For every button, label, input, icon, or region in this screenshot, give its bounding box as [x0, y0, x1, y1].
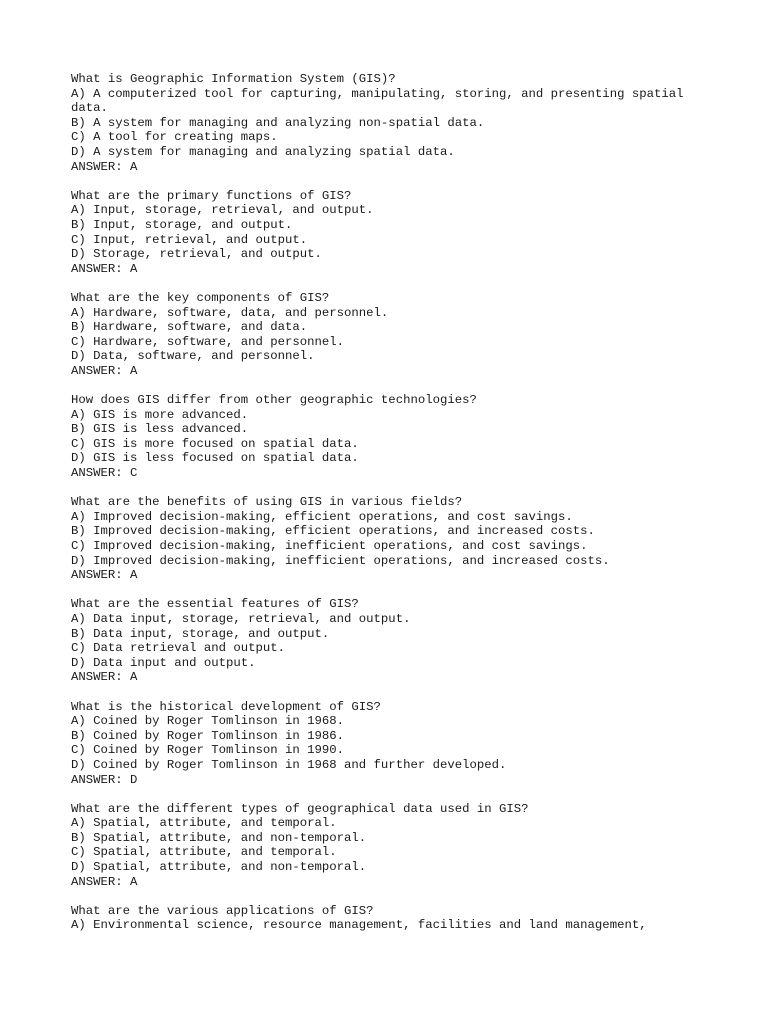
option-a: A) Data input, storage, retrieval, and output.	[71, 611, 411, 626]
answer-line: ANSWER: A	[71, 874, 138, 889]
question-block-8	[71, 802, 731, 890]
option-d: D) Improved decision-making, inefficient operations, and increased costs.	[71, 553, 610, 568]
option-c: C) Input, retrieval, and output.	[71, 232, 308, 247]
option-d: D) A system for managing and analyzing spatial data.	[71, 144, 455, 159]
question-text: What is Geographic Information System (GIS)?	[71, 72, 396, 86]
option-c: C) GIS is more focused on spatial data.	[71, 436, 359, 451]
question-block-9	[71, 904, 731, 933]
document-page	[71, 72, 731, 948]
answer-line: ANSWER: C	[71, 466, 138, 481]
option-c: C) Improved decision-making, inefficient operations, and cost savings.	[71, 539, 588, 553]
question-block-6	[71, 597, 731, 685]
option-a: A) Spatial, attribute, and temporal.	[71, 816, 337, 831]
question-text: What are the different types of geographical data used in GIS?	[71, 801, 529, 816]
option-b: B) Coined by Roger Tomlinson in 1986.	[71, 728, 345, 743]
option-a: A) Improved decision-making, efficient operations, and cost savings.	[71, 509, 573, 524]
answer-line: ANSWER: A	[71, 159, 138, 174]
option-c: C) Coined by Roger Tomlinson in 1990.	[71, 743, 345, 758]
option-c: C) Spatial, attribute, and temporal.	[71, 845, 337, 860]
answer-line: ANSWER: D	[71, 772, 138, 787]
answer-line: ANSWER: A	[71, 261, 138, 276]
question-text: What are the key components of GIS?	[71, 290, 330, 305]
option-a: A) Input, storage, retrieval, and output.	[71, 203, 374, 218]
option-b: B) Improved decision-making, efficient operations, and increased costs.	[71, 524, 595, 539]
question-text: What are the primary functions of GIS?	[71, 188, 352, 203]
question-text: What are the various applications of GIS?	[71, 903, 374, 918]
question-block-3	[71, 291, 731, 379]
question-block-4	[71, 393, 731, 481]
option-d: D) Spatial, attribute, and non-temporal.	[71, 860, 367, 875]
option-b: B) A system for managing and analyzing non-spatial data.	[71, 115, 485, 130]
question-block-5	[71, 495, 731, 583]
option-a-continued: data.	[71, 101, 108, 116]
option-a: A) GIS is more advanced.	[71, 407, 249, 422]
option-c: C) A tool for creating maps.	[71, 130, 278, 145]
question-block-7	[71, 700, 731, 788]
option-d: D) GIS is less focused on spatial data.	[71, 451, 359, 466]
question-text: What are the essential features of GIS?	[71, 597, 359, 612]
option-d: D) Coined by Roger Tomlinson in 1968 and further developed.	[71, 757, 507, 772]
option-c: C) Data retrieval and output.	[71, 641, 286, 656]
question-text: What is the historical development of GIS?	[71, 699, 381, 714]
option-a: A) Hardware, software, data, and personnel.	[71, 305, 389, 320]
option-a: A) Coined by Roger Tomlinson in 1968.	[71, 714, 345, 729]
option-b: B) Hardware, software, and data.	[71, 320, 308, 335]
option-b: B) Data input, storage, and output.	[71, 626, 330, 641]
option-d: D) Storage, retrieval, and output.	[71, 247, 322, 262]
question-block-2	[71, 189, 731, 277]
question-text: How does GIS differ from other geographic technologies?	[71, 393, 477, 408]
question-text: What are the benefits of using GIS in various fields?	[71, 495, 463, 510]
option-d: D) Data input and output.	[71, 655, 256, 670]
option-a: A) A computerized tool for capturing, manipulating, storing, and presenting spatial	[71, 86, 684, 101]
answer-line: ANSWER: A	[71, 568, 138, 583]
option-b: B) GIS is less advanced.	[71, 422, 249, 437]
option-c: C) Hardware, software, and personnel.	[71, 334, 345, 349]
answer-line: ANSWER: A	[71, 670, 138, 685]
option-a: A) Environmental science, resource management, facilities and land management,	[71, 918, 647, 933]
option-b: B) Spatial, attribute, and non-temporal.	[71, 830, 367, 845]
question-block-1	[71, 72, 731, 174]
answer-line: ANSWER: A	[71, 363, 138, 378]
option-d: D) Data, software, and personnel.	[71, 349, 315, 364]
option-b: B) Input, storage, and output.	[71, 217, 293, 232]
